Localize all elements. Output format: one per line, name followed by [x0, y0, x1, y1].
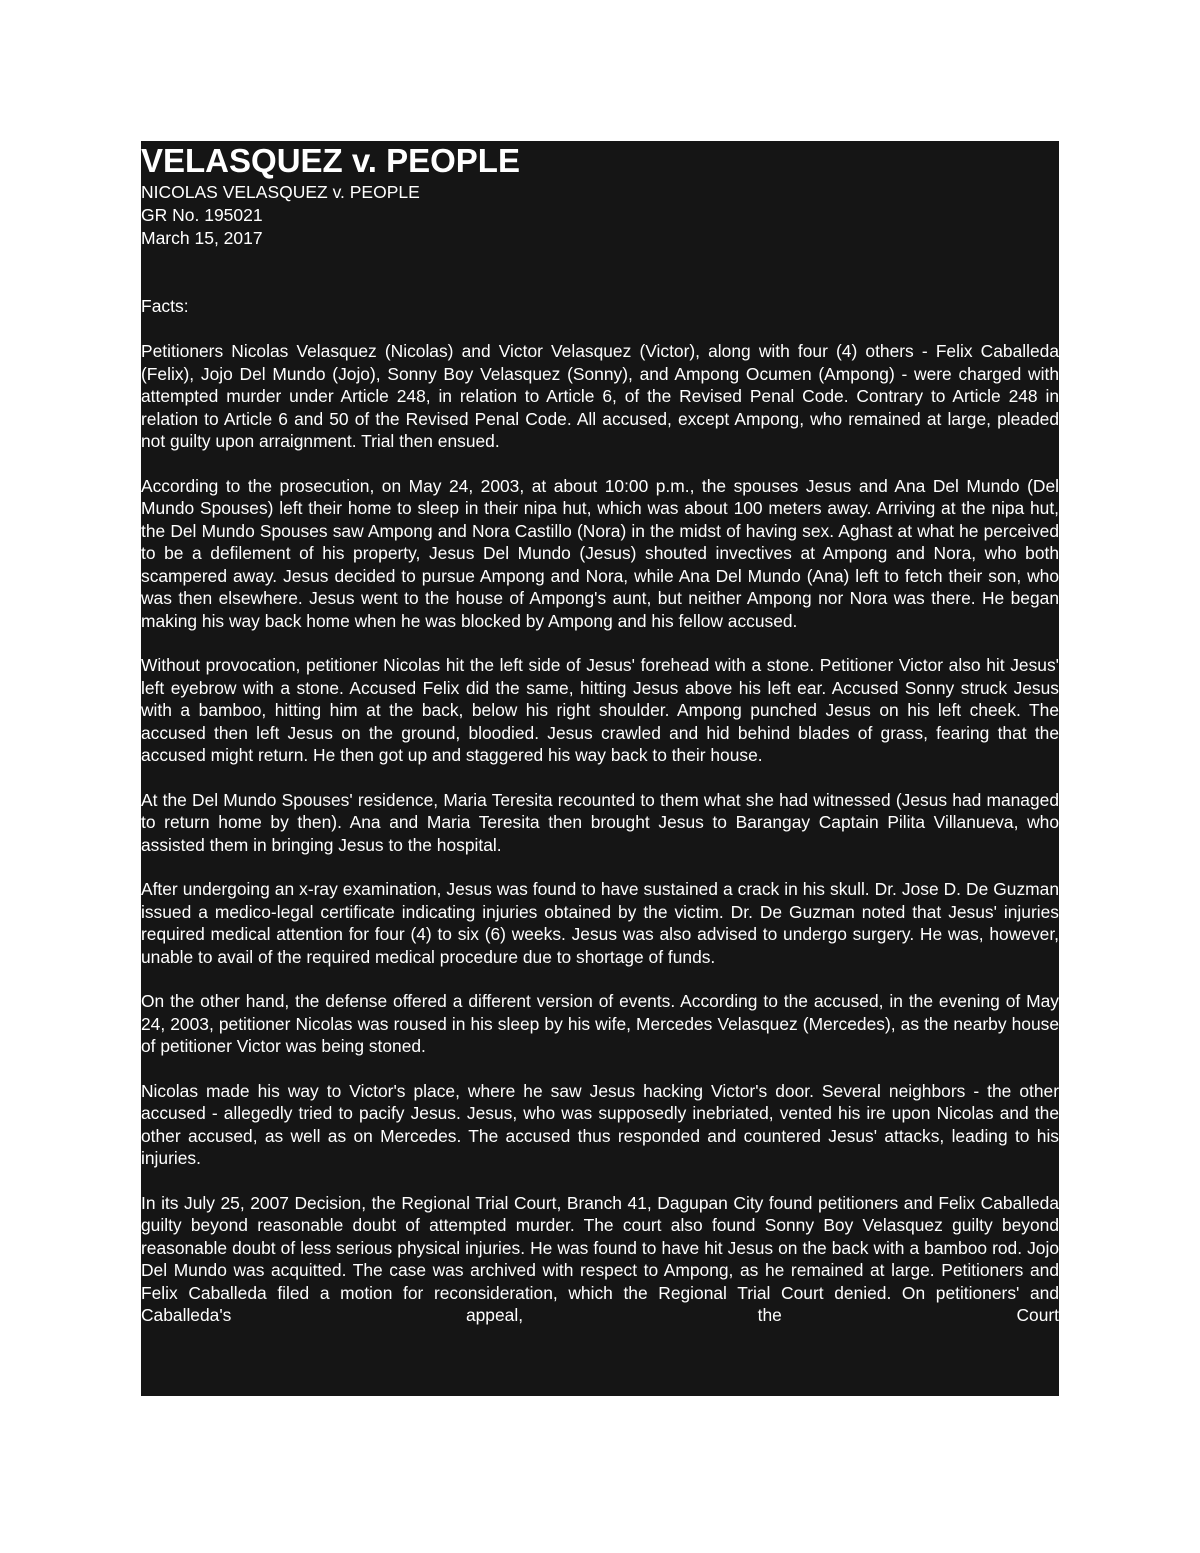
- paragraph-defense-account: Nicolas made his way to Victor's place, where he saw Jesus hacking Victor's door. Several neighbors - the other accused - allegedly tried to pacify Jesus. Jesus, who was supposedly inebriated, vented his ire upon Nicolas and the other accused, as well as on Mercedes. The accused thus responded and countered Jesus' attacks, leading to his injuries.: [141, 1080, 1059, 1168]
- section-label-facts: Facts:: [141, 296, 189, 316]
- paragraph-residence: At the Del Mundo Spouses' residence, Maria Teresita recounted to them what she had witnessed (Jesus had managed to return home by then). Ana and Maria Teresita then brought Jesus to Barangay Captain Pilita Villanueva, who assisted them in bringing Jesus to the hospital.: [141, 789, 1059, 855]
- document-page: [141, 141, 1059, 1396]
- paragraph-rtc-decision: In its July 25, 2007 Decision, the Regional Trial Court, Branch 41, Dagupan City found petitioners and Felix Caballeda guilty beyond reasonable doubt of attempted murder. The court also found Sonny Boy Velasquez guilty beyond reasonable doubt of less serious physical injuries. He was found to have hit Jesus on the back with a bamboo rod. Jojo Del Mundo was acquitted. The case was archived with respect to Ampong, as he remained at large. Petitioners and Felix Caballeda filed a motion for reconsideration, which the Regional Trial Court denied. On petitioners' and Caballeda's appeal, the Court: [141, 1192, 1059, 1325]
- paragraph-assault: Without provocation, petitioner Nicolas hit the left side of Jesus' forehead with a stone. Petitioner Victor also hit Jesus' left eyebrow with a stone. Accused Felix did the same, hitting Jesus above his left ear. Accused Sonny struck Jesus with a bamboo, hitting him at the back, below his right shoulder. Ampong punched Jesus on his left cheek. The accused then left Jesus on the ground, bloodied. Jesus crawled and hid behind blades of grass, fearing that the accused might return. He then got up and staggered his way back to their house.: [141, 655, 1059, 765]
- paragraph-defense-version: On the other hand, the defense offered a different version of events. According to the accused, in the evening of May 24, 2003, petitioner Nicolas was roused in his sleep by his wife, Mercedes Velasquez (Mercedes), as the nearby house of petitioner Victor was being stoned.: [141, 991, 1059, 1056]
- paragraph-charges: Petitioners Nicolas Velasquez (Nicolas) and Victor Velasquez (Victor), along with four (4) others - Felix Caballeda (Felix), Jojo Del Mundo (Jojo), Sonny Boy Velasquez (Sonny), and Ampong Ocumen (Ampong) - were charged with attempted murder under Article 248, in relation to Article 6, of the Revised Penal Code. Contrary to Article 248 in relation to Article 6 and 50 of the Revised Penal Code. All accused, except Ampong, who remained at large, pleaded not guilty upon arraignment. Trial then ensued.: [141, 341, 1059, 451]
- paragraph-medical: After undergoing an x-ray examination, Jesus was found to have sustained a crack in his skull. Dr. Jose D. De Guzman issued a medico-legal certificate indicating injuries obtained by the victim. Dr. De Guzman noted that Jesus' injuries required medical attention for four (4) to six (6) weeks. Jesus was also advised to undergo surgery. He was, however, unable to avail of the required medical procedure due to shortage of funds.: [141, 879, 1059, 967]
- decision-date: March 15, 2017: [141, 228, 263, 248]
- gr-number: GR No. 195021: [141, 205, 263, 225]
- case-name: NICOLAS VELASQUEZ v. PEOPLE: [141, 182, 420, 202]
- document-title: VELASQUEZ v. PEOPLE: [141, 142, 520, 179]
- paragraph-prosecution-version: According to the prosecution, on May 24, 2003, at about 10:00 p.m., the spouses Jesus and Ana Del Mundo (Del Mundo Spouses) left their home to sleep in their nipa hut, which was about 100 meters away. Arriving at the nipa hut, the Del Mundo Spouses saw Ampong and Nora Castillo (Nora) in the midst of having sex. Aghast at what he perceived to be a defilement of his property, Jesus Del Mundo (Jesus) shouted invectives at Ampong and Nora, who both scampered away. Jesus decided to pursue Ampong and Nora, while Ana Del Mundo (Ana) left to fetch their son, who was then elsewhere. Jesus went to the house of Ampong's aunt, but neither Ampong nor Nora was there. He began making his way back home when he was blocked by Ampong and his fellow accused.: [141, 475, 1059, 631]
